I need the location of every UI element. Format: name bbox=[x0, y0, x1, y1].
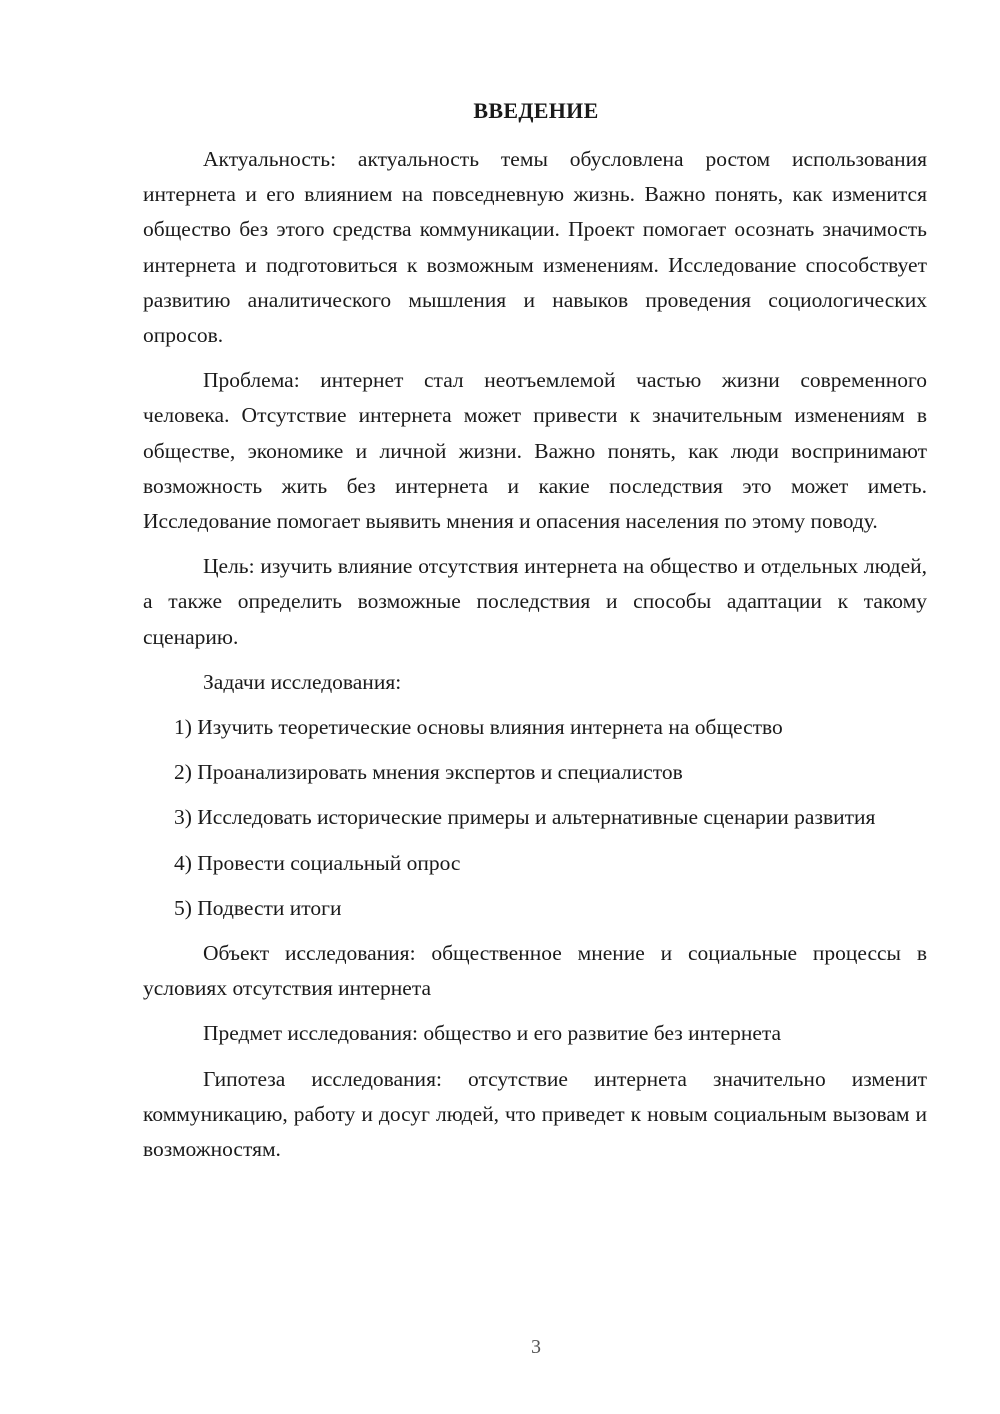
paragraph-subject: Предмет исследования: общество и его развитие без интернета bbox=[203, 1021, 782, 1046]
paragraph-relevance: Актуальность: актуальность темы обусловлена ростом использования интернета и его влиянием на повседневную жизнь. Важно понять, как изменится общество без этого средства коммуникации. Проект помогает осознать значимость интернета и подготовиться к возможным изменениям. Исследование способствует развитию аналитического мышления и навыков проведения социологических опросов. bbox=[143, 147, 927, 348]
task-item-4: 4) Провести социальный опрос bbox=[174, 850, 461, 875]
task-item-1: 1) Изучить теоретические основы влияния интернета на общество bbox=[174, 715, 783, 740]
page-title: ВВЕДЕНИЕ bbox=[473, 98, 599, 123]
task-item-3: 3) Исследовать исторические примеры и альтернативные сценарии развития bbox=[174, 805, 876, 830]
paragraph-goal: Цель: изучить влияние отсутствия интернета на общество и отдельных людей, а также определить возможные последствия и способы адаптации к такому сценарию. bbox=[143, 554, 927, 649]
paragraph-hypothesis: Гипотеза исследования: отсутствие интернета значительно изменит коммуникацию, работу и досуг людей, что приведет к новым социальным вызовам и возможностям. bbox=[143, 1066, 927, 1162]
document-body bbox=[143, 142, 927, 1177]
task-item-5: 5) Подвести итоги bbox=[174, 895, 342, 920]
paragraph-problem: Проблема: интернет стал неотъемлемой частью жизни современного человека. Отсутствие интернета может привести к значительным изменениям в обществе, экономике и личной жизни. Важно понять, как люди воспринимают возможность жить без интернета и какие последствия это может иметь. Исследование помогает выявить мнения и опасения населения по этому поводу. bbox=[143, 368, 927, 534]
page-number: 3 bbox=[531, 1336, 541, 1358]
task-item-2: 2) Проанализировать мнения экспертов и специалистов bbox=[174, 760, 683, 785]
paragraph-object: Объект исследования: общественное мнение и социальные процессы в условиях отсутствия интернета bbox=[143, 941, 927, 1001]
tasks-heading: Задачи исследования: bbox=[203, 669, 402, 694]
